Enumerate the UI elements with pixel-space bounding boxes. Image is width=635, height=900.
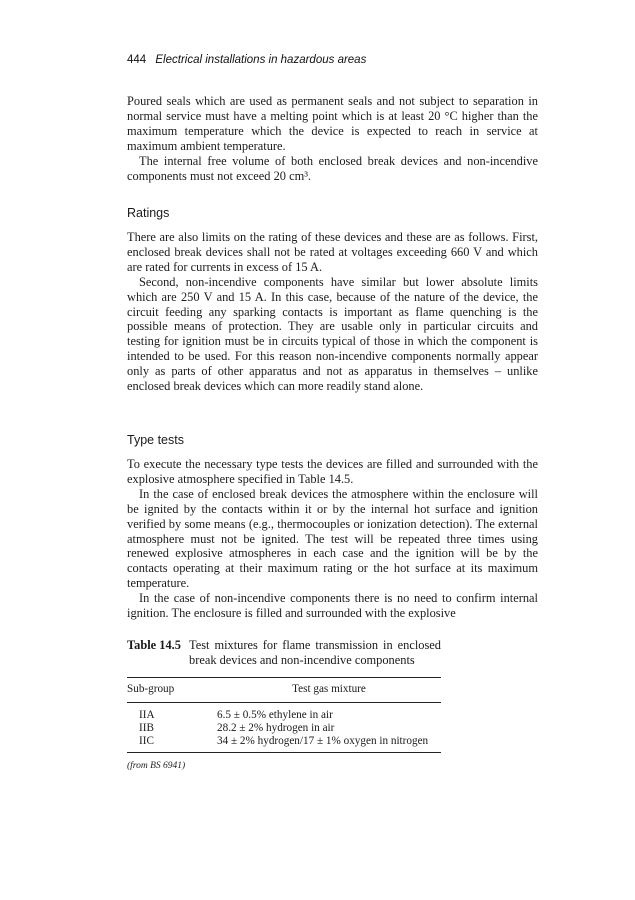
sub-group-cell: IIB [139, 722, 154, 734]
table-caption [127, 638, 441, 668]
column-header-test-gas-mixture: Test gas mixture [217, 678, 441, 703]
paragraph: To execute the necessary type tests the devices are filled and surrounded with the explosive atmosphere specified in Table 14.5. [127, 457, 538, 486]
mixture-cell: 34 ± 2% hydrogen/17 ± 1% oxygen in nitrogen [217, 735, 441, 753]
paragraph: Second, non-incendive components have similar but lower absolute limits which are 250 V and 15 A. In this case, because of the nature of the device, the circuit feeding any sparking contacts is important as flame quenching is the possible means of protection. They are usable only in particular circuits and testing for ignition must be in circuits typical of those in which the component is intended to be used. For this reason non-incendive components normally appear only as parts of other apparatus and not as apparatus in themselves – unlike enclosed break devices which can more readily stand alone. [127, 274, 538, 394]
paragraph: There are also limits on the rating of these devices and these are as follows. First, enclosed break devices shall not be rated at voltages exceeding 660 V and which are rated for currents in excess of 15 A. [127, 230, 538, 274]
table-source-note: (from BS 6941) [127, 761, 186, 771]
intro-text [127, 94, 538, 183]
table-title: Test mixtures for flame transmission in enclosed break devices and non-incendive components [189, 638, 441, 667]
table-row [127, 722, 441, 735]
test-mixture-table [127, 677, 441, 753]
running-title: Electrical installations in hazardous areas [155, 54, 367, 66]
sub-group-cell: IIA [139, 709, 155, 721]
section-heading-ratings: Ratings [127, 206, 170, 220]
paragraph: In the case of non-incendive components there is no need to confirm internal ignition. The enclosure is filled and surrounded with the explosive [127, 591, 538, 621]
paragraph: The internal free volume of both enclosed break devices and non-incendive components must not exceed 20 cm³. [127, 153, 538, 183]
paragraph: In the case of enclosed break devices the atmosphere within the enclosure will be ignited by the contacts within it or by the internal hot surface and ignition verified by some means (e.g., thermocouples or ionization detection). The external atmosphere must not be ignited. The test will be repeated three times using renewed explosive atmospheres in each case and the ignition will be by the contacts operating at their maximum rating or the hot surface at its maximum temperature. [127, 486, 538, 591]
running-header [127, 54, 366, 66]
table-14-5 [127, 638, 441, 771]
mixture-cell: 28.2 ± 2% hydrogen in air [217, 722, 335, 734]
sub-group-cell: IIC [127, 735, 217, 753]
table-row [127, 703, 441, 723]
table-number: Table 14.5 [127, 638, 181, 652]
section-heading-type-tests: Type tests [127, 433, 184, 447]
mixture-cell: 6.5 ± 0.5% ethylene in air [217, 709, 333, 721]
column-header-sub-group: Sub-group [127, 678, 217, 703]
table-header-row [127, 678, 441, 703]
type-tests-text [127, 457, 538, 621]
paragraph: Poured seals which are used as permanent seals and not subject to separation in normal service must have a melting point which is at least 20 °C higher than the maximum temperature which the device is expected to reach in service at maximum ambient temperature. [127, 94, 538, 153]
ratings-text [127, 230, 538, 394]
table-row [127, 735, 441, 753]
page-number: 444 [127, 54, 147, 66]
